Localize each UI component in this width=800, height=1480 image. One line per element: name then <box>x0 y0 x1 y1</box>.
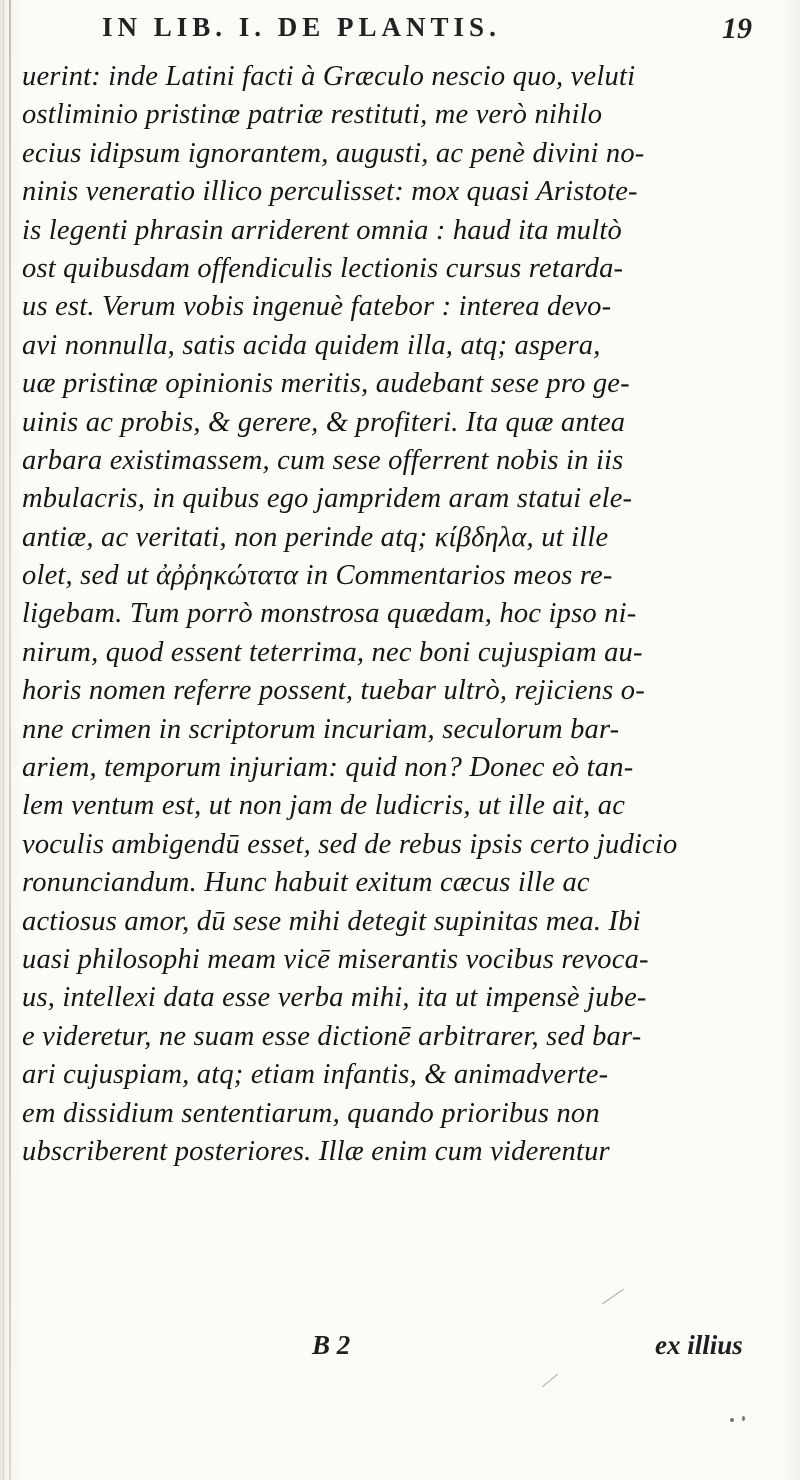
body-text <box>22 58 792 1171</box>
text-line: ubscriberent posteriores. Illæ enim cum viderentur <box>22 1135 610 1167</box>
text-line: olet, sed ut ἀῤῥηκώτατα in Commentarios meos re- <box>22 560 613 592</box>
text-line: ariem, temporum injuriam: quid non? Donec eò tan- <box>22 752 634 784</box>
text-line: ecius idipsum ignorantem, augusti, ac penè divini no- <box>22 137 645 169</box>
text-line: arbara existimassem, cum sese offerrent nobis in iis <box>22 444 624 476</box>
text-line: is legenti phrasin arriderent omnia : haud ita multò <box>22 214 622 246</box>
ink-stroke <box>542 1374 558 1388</box>
text-line: us, intellexi data esse verba mihi, ita ut impensè jube- <box>22 982 647 1014</box>
text-line: ost quibusdam offendiculis lectionis cursus retarda- <box>22 252 624 284</box>
text-line: uasi philosophi meam vicē miserantis vocibus revoca- <box>22 943 649 975</box>
text-line: ninis veneratio illico perculisset: mox quasi Aristote- <box>22 176 638 208</box>
text-line: em dissidium sententiarum, quando prioribus non <box>22 1097 600 1129</box>
ink-speck <box>730 1418 734 1422</box>
binding-edge <box>3 0 4 1480</box>
text-line: nne crimen in scriptorum incuriam, seculorum bar- <box>22 713 620 745</box>
text-line: ligebam. Tum porrò monstrosa quædam, hoc ipso ni- <box>22 598 637 630</box>
text-line: lem ventum est, ut non jam de ludicris, ut ille ait, ac <box>22 790 626 822</box>
binding-gutter <box>9 0 11 1480</box>
catchword: ex illius <box>655 1330 743 1360</box>
text-line: uinis ac probis, & gerere, & profiteri. Ita quæ antea <box>22 406 626 438</box>
text-line: horis nomen referre possent, tuebar ultrò, rejiciens o- <box>22 675 645 707</box>
text-line: us est. Verum vobis ingenuè fatebor : interea devo- <box>22 291 612 323</box>
text-line: mbulacris, in quibus ego jampridem aram statui ele- <box>22 483 633 515</box>
ink-speck <box>742 1416 745 1421</box>
text-line: nirum, quod essent teterrima, nec boni cujuspiam au- <box>22 636 643 668</box>
text-line: uæ pristinæ opinionis meritis, audebant sese pro ge- <box>22 368 630 400</box>
text-line: avi nonnulla, satis acida quidem illa, atq; aspera, <box>22 329 601 361</box>
text-line: voculis ambigendū esset, sed de rebus ipsis certo judicio <box>22 828 678 860</box>
text-line: ostliminio pristinæ patriæ restituti, me verò nihilo <box>22 99 603 131</box>
page-number: 19 <box>722 12 752 45</box>
text-line: ari cujuspiam, atq; etiam infantis, & animadverte- <box>22 1059 609 1091</box>
ink-stroke <box>602 1289 624 1305</box>
running-title: IN LIB. I. DE PLANTIS. <box>102 12 501 42</box>
text-line: e videretur, ne suam esse dictionē arbitrarer, sed bar- <box>22 1020 642 1052</box>
text-line: uerint: inde Latini facti à Græculo nescio quo, veluti <box>22 61 636 92</box>
text-line: antiæ, ac veritati, non perinde atq; κίβδηλα, ut ille <box>22 521 609 553</box>
signature-mark: B 2 <box>312 1330 351 1360</box>
text-line: actiosus amor, dū sese mihi detegit supinitas mea. Ibi <box>22 905 641 937</box>
text-line: ronunciandum. Hunc habuit exitum cæcus ille ac <box>22 867 590 899</box>
